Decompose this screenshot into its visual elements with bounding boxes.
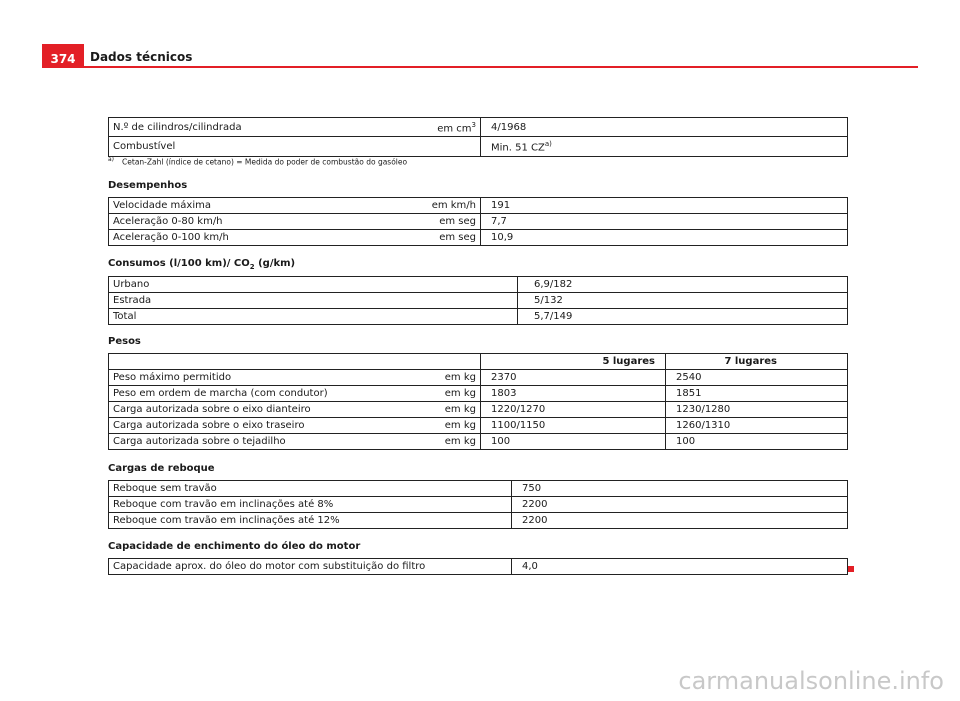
desempenhos-table bbox=[108, 197, 848, 246]
row-value: Min. 51 CZ$^{a)}$ bbox=[481, 137, 848, 156]
table-header-row bbox=[109, 354, 848, 370]
row-value: 2200 bbox=[512, 513, 848, 529]
row-label: Aceleração 0-80 km/h bbox=[109, 214, 408, 230]
row-label: Carga autorizada sobre o tejadilho bbox=[109, 434, 408, 450]
section-title-reboque: Cargas de reboque bbox=[108, 463, 215, 474]
row-value: 10,9 bbox=[481, 230, 848, 246]
row-unit: em kg bbox=[407, 386, 481, 402]
page-number: 374 bbox=[42, 44, 84, 68]
engine-table bbox=[108, 117, 848, 157]
row-value: 4,0 bbox=[512, 559, 848, 575]
row-value-5: 2370 bbox=[481, 370, 666, 386]
row-label: Carga autorizada sobre o eixo dianteiro bbox=[109, 402, 408, 418]
row-label: Peso em ordem de marcha (com condutor) bbox=[109, 386, 408, 402]
row-unit: em $cm^3$ bbox=[407, 118, 481, 137]
page-title: Dados técnicos bbox=[90, 50, 193, 64]
column-header-5-lugares: 5 lugares bbox=[481, 354, 666, 370]
row-unit: em kg bbox=[407, 402, 481, 418]
section-title-pesos: Pesos bbox=[108, 336, 141, 347]
row-value-5: 100 bbox=[481, 434, 666, 450]
watermark: carmanualsonline.info bbox=[678, 667, 944, 695]
row-label: Combustível bbox=[109, 137, 408, 156]
table-row bbox=[109, 198, 848, 214]
row-value: 750 bbox=[512, 481, 848, 497]
row-value: 5,7/149 bbox=[518, 309, 848, 325]
row-value: 6,9/182 bbox=[518, 277, 848, 293]
consumos-table bbox=[108, 276, 848, 325]
reboque-table bbox=[108, 480, 848, 529]
row-value-7: 100 bbox=[666, 434, 848, 450]
row-label: Reboque com travão em inclinações até 12% bbox=[109, 513, 512, 529]
row-label: Velocidade máxima bbox=[109, 198, 408, 214]
table-row bbox=[109, 434, 848, 450]
row-value-7: 1230/1280 bbox=[666, 402, 848, 418]
table-row bbox=[109, 370, 848, 386]
table-row bbox=[109, 214, 848, 230]
row-label: Reboque sem travão bbox=[109, 481, 512, 497]
table-row bbox=[109, 497, 848, 513]
row-value: 2200 bbox=[512, 497, 848, 513]
row-value-5: 1803 bbox=[481, 386, 666, 402]
footnote: $^{a)}$ Cetan-Zahl (índice de cetano) = Medida do poder de combustão do gasóleo bbox=[108, 156, 408, 167]
oleo-table bbox=[108, 558, 848, 575]
column-header-7-lugares: 7 lugares bbox=[666, 354, 848, 370]
row-unit: em seg bbox=[407, 230, 481, 246]
table-row bbox=[109, 386, 848, 402]
row-label: Capacidade aprox. do óleo do motor com substituição do filtro bbox=[109, 559, 512, 575]
row-label: Aceleração 0-100 km/h bbox=[109, 230, 408, 246]
row-unit: em seg bbox=[407, 214, 481, 230]
row-value: 191 bbox=[481, 198, 848, 214]
row-value: 4/1968 bbox=[481, 118, 848, 137]
row-label: Carga autorizada sobre o eixo traseiro bbox=[109, 418, 408, 434]
row-value: 7,7 bbox=[481, 214, 848, 230]
row-unit: em kg bbox=[407, 418, 481, 434]
end-of-section-mark bbox=[848, 566, 854, 572]
row-unit: em kg bbox=[407, 434, 481, 450]
table-row bbox=[109, 402, 848, 418]
row-unit: em km/h bbox=[407, 198, 481, 214]
header-empty-unit bbox=[407, 354, 481, 370]
table-row bbox=[109, 277, 848, 293]
table-row bbox=[109, 293, 848, 309]
row-unit: em kg bbox=[407, 370, 481, 386]
table-row bbox=[109, 418, 848, 434]
table-row bbox=[109, 559, 848, 575]
row-label: Estrada bbox=[109, 293, 518, 309]
row-label: Total bbox=[109, 309, 518, 325]
table-row bbox=[109, 118, 848, 137]
row-value-7: 1851 bbox=[666, 386, 848, 402]
row-value-5: 1100/1150 bbox=[481, 418, 666, 434]
row-label: Reboque com travão em inclinações até 8% bbox=[109, 497, 512, 513]
row-label: N.º de cilindros/cilindrada bbox=[109, 118, 408, 137]
row-value-7: 1260/1310 bbox=[666, 418, 848, 434]
table-row bbox=[109, 230, 848, 246]
header-rule bbox=[84, 66, 918, 68]
header-empty bbox=[109, 354, 408, 370]
section-title-desempenhos: Desempenhos bbox=[108, 180, 188, 191]
row-value: 5/132 bbox=[518, 293, 848, 309]
table-row bbox=[109, 137, 848, 156]
pesos-table bbox=[108, 353, 848, 450]
section-title-oleo: Capacidade de enchimento do óleo do motor bbox=[108, 541, 361, 552]
row-unit bbox=[407, 137, 481, 156]
table-row bbox=[109, 309, 848, 325]
row-value-7: 2540 bbox=[666, 370, 848, 386]
table-row bbox=[109, 513, 848, 529]
row-label: Urbano bbox=[109, 277, 518, 293]
row-label: Peso máximo permitido bbox=[109, 370, 408, 386]
table-row bbox=[109, 481, 848, 497]
section-title-consumos: Consumos (l/100 km)/ $CO_2$ (g/km) bbox=[108, 258, 296, 271]
row-value-5: 1220/1270 bbox=[481, 402, 666, 418]
